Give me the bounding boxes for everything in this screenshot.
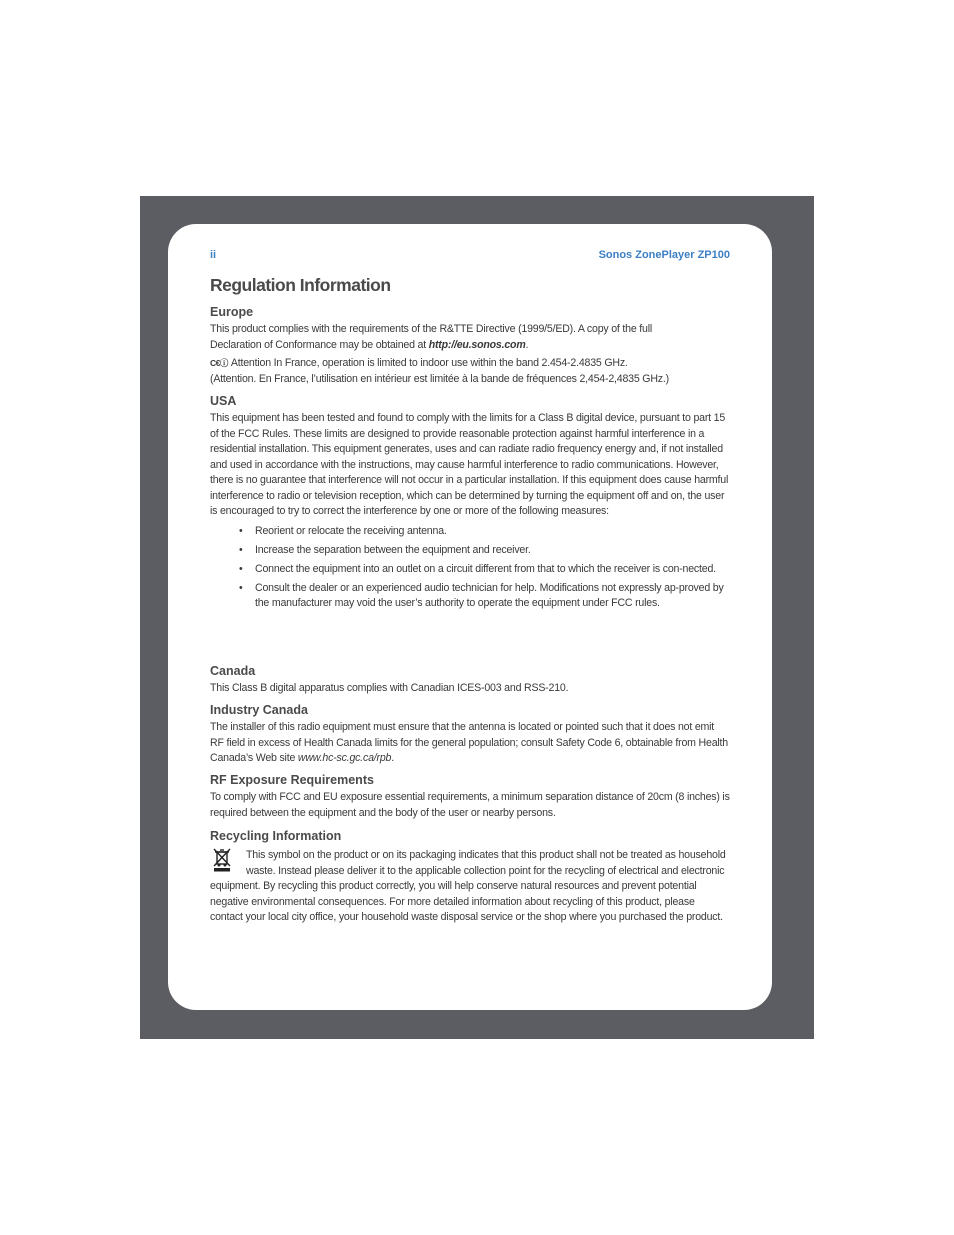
heading-recycling: Recycling Information xyxy=(210,829,342,843)
heading-europe: Europe xyxy=(210,305,254,319)
section-rf-exposure xyxy=(210,772,730,821)
list-item: • Connect the equipment into an outlet on a circuit different from that to which the receiver is con-nected. xyxy=(210,562,730,578)
bullet-icon: • xyxy=(239,543,243,556)
document-page xyxy=(168,224,772,1010)
bullet-icon: • xyxy=(239,581,243,594)
heading-rf-exposure: RF Exposure Requirements xyxy=(210,773,374,787)
section-recycling xyxy=(210,828,730,926)
page-frame xyxy=(140,196,814,1039)
page-number: ii xyxy=(210,249,217,261)
europe-paragraph-1: This product complies with the requirements of the R&TTE Directive (1999/5/ED). A copy of the full Declaration of Conformance may be obtained at http://eu.sonos.com. xyxy=(210,323,653,351)
page-title: Regulation Information xyxy=(210,275,391,295)
section-europe xyxy=(210,304,730,387)
recycling-paragraph: This symbol on the product or on its packaging indicates that this product shall not be treated as household waste. Instead please deliver it to the applicable collection point for the recycling of electrical and electronic equipment. By recycling this product correctly, you will help conserve natural resources and prevent potential negative environmental consequences. For more detailed information about recycling of this product, please contact your local city office, your household waste disposal service or the shop where you purchased the product. xyxy=(210,849,726,923)
heading-industry-canada: Industry Canada xyxy=(210,703,308,717)
usa-measures-list xyxy=(210,524,730,612)
list-item: • Increase the separation between the equipment and receiver. xyxy=(210,543,730,559)
rf-exposure-paragraph: To comply with FCC and EU exposure essential requirements, a minimum separation distance of 20cm (8 inches) is required between the equipment and the body of the user or nearby persons. xyxy=(210,791,730,819)
europe-paragraph-2: C€ⓘ Attention In France, operation is limited to indoor use within the band 2.454-2.4835 GHz. (Attention. En France, l’utilisation en intérieur est limitée à la bande de fréquences 2,454-2,4835 GHz.) xyxy=(210,357,669,385)
bullet-icon: • xyxy=(239,524,243,537)
section-canada xyxy=(210,663,730,697)
industry-canada-paragraph: The installer of this radio equipment must ensure that the antenna is located or pointed such that it does not emit RF field in excess of Health Canada limits for the general population; consult Safety Code 6, obtainable from Health Canada’s Web site www.hc-sc.gc.ca/rpb. xyxy=(210,721,728,764)
usa-paragraph: This equipment has been tested and found to comply with the limits for a Class B digital device, pursuant to part 15 of the FCC Rules. These limits are designed to provide reasonable protection against harmful interference in a residential installation. This equipment generates, uses and can radiate radio frequency energy and, if not installed and used in accordance with the instructions, may cause harmful interference to radio communications. However, there is no guarantee that interference will not occur in a particular installation. If this equipment does cause harmful interference to radio or television reception, which can be determined by turning the equipment off and on, the user is encouraged to try to correct the interference by one or more of the following measures: xyxy=(210,412,729,517)
ce-mark-icon: C€ⓘ xyxy=(210,358,228,368)
list-item: • Consult the dealer or an experienced audio technician for help. Modifications not expressly ap-proved by the manufacturer may void the user’s authority to operate the equipment under FCC rules. xyxy=(239,581,724,609)
heading-canada: Canada xyxy=(210,664,256,678)
heading-usa: USA xyxy=(210,394,237,408)
bullet-icon: • xyxy=(239,562,243,575)
sonos-eu-link[interactable]: http://eu.sonos.com xyxy=(428,338,526,351)
canada-paragraph: This Class B digital apparatus complies with Canadian ICES-003 and RSS-210. xyxy=(210,682,569,694)
health-canada-link[interactable]: www.hc-sc.gc.ca/rpb xyxy=(297,752,392,764)
list-item: • Reorient or relocate the receiving antenna. xyxy=(210,524,730,540)
section-industry-canada xyxy=(210,702,730,767)
section-usa xyxy=(210,393,730,615)
running-header-title: Sonos ZonePlayer ZP100 xyxy=(598,249,730,261)
crossed-out-bin-icon xyxy=(212,848,232,872)
